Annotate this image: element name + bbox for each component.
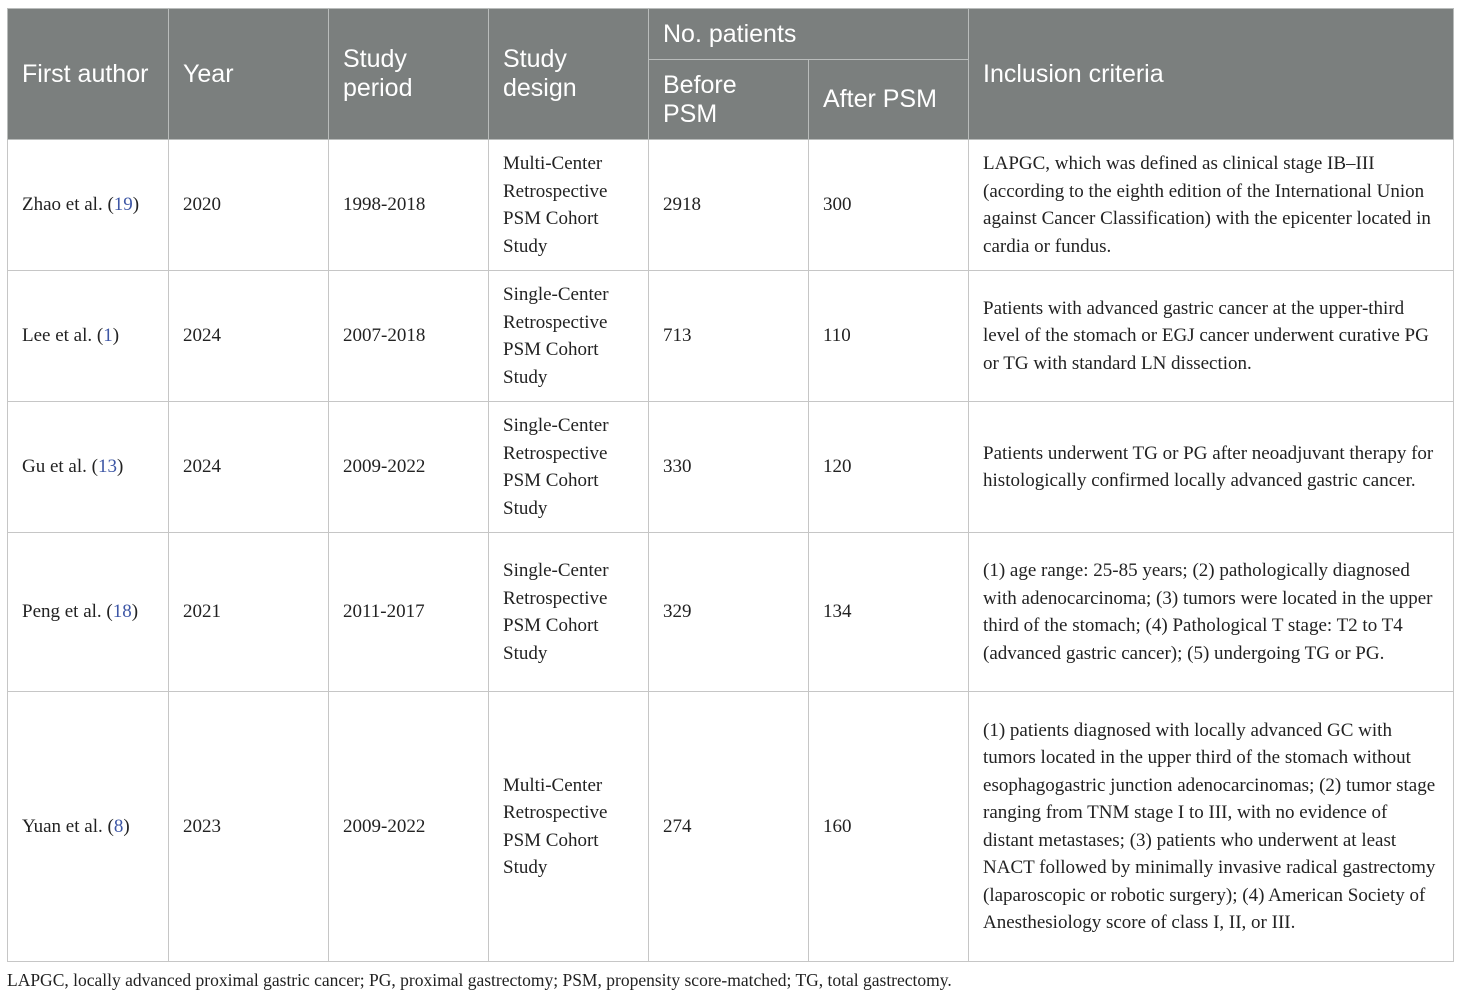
table-row — [8, 692, 1454, 962]
design-cell: Single-Center Retrospective PSM Cohort Study — [489, 271, 649, 402]
before-psm-cell: 713 — [649, 271, 809, 402]
header-year: Year — [169, 9, 329, 140]
reference-link[interactable]: 1 — [103, 325, 113, 347]
header-study-design: Study design — [489, 9, 649, 140]
author-cell: Zhao et al. (19) — [8, 140, 169, 271]
period-cell: 2007-2018 — [329, 271, 489, 402]
period-cell: 1998-2018 — [329, 140, 489, 271]
design-cell: Multi-Center Retrospective PSM Cohort Study — [489, 140, 649, 271]
header-after-psm: After PSM — [809, 60, 969, 140]
design-cell: Multi-Center Retrospective PSM Cohort Study — [489, 692, 649, 962]
header-row-1 — [8, 9, 1454, 60]
design-cell: Single-Center Retrospective PSM Cohort Study — [489, 533, 649, 692]
year-cell: 2024 — [169, 271, 329, 402]
header-no-patients: No. patients — [649, 9, 969, 60]
after-psm-cell: 134 — [809, 533, 969, 692]
period-cell: 2011-2017 — [329, 533, 489, 692]
criteria-cell: (1) age range: 25-85 years; (2) pathologically diagnosed with adenocarcinoma; (3) tumors were located in the upper third of the stomach; (4) Pathological T stage: T2 to T4 (advanced gastric cancer); (5) undergoing TG or PG. — [969, 533, 1454, 692]
year-cell: 2023 — [169, 692, 329, 962]
header-first-author: First author — [8, 9, 169, 140]
design-cell: Single-Center Retrospective PSM Cohort Study — [489, 402, 649, 533]
author-cell: Lee et al. (1) — [8, 271, 169, 402]
period-cell: 2009-2022 — [329, 692, 489, 962]
reference-link[interactable]: 13 — [97, 456, 117, 478]
criteria-cell: LAPGC, which was defined as clinical stage IB–III (according to the eighth edition of the International Union against Cancer Classification) with the epicenter located in cardia or fundus. — [969, 140, 1454, 271]
study-characteristics-table — [7, 8, 1454, 962]
table-row — [8, 140, 1454, 271]
year-cell: 2024 — [169, 402, 329, 533]
header-study-period: Study period — [329, 9, 489, 140]
after-psm-cell: 160 — [809, 692, 969, 962]
study-table-container — [7, 8, 1453, 962]
before-psm-cell: 274 — [649, 692, 809, 962]
before-psm-cell: 2918 — [649, 140, 809, 271]
reference-link[interactable]: 19 — [113, 194, 133, 216]
after-psm-cell: 300 — [809, 140, 969, 271]
author-cell: Gu et al. (13) — [8, 402, 169, 533]
table-row — [8, 533, 1454, 692]
header-inclusion-criteria: Inclusion criteria — [969, 9, 1454, 140]
reference-link[interactable]: 18 — [112, 601, 132, 623]
table-footnote: LAPGC, locally advanced proximal gastric cancer; PG, proximal gastrectomy; PSM, propensity score-matched; TG, total gastrectomy. — [7, 970, 952, 990]
period-cell: 2009-2022 — [329, 402, 489, 533]
header-before-psm: Before PSM — [649, 60, 809, 140]
criteria-cell: Patients with advanced gastric cancer at the upper-third level of the stomach or EGJ cancer underwent curative PG or TG with standard LN dissection. — [969, 271, 1454, 402]
before-psm-cell: 329 — [649, 533, 809, 692]
year-cell: 2020 — [169, 140, 329, 271]
reference-link[interactable]: 8 — [113, 815, 124, 837]
criteria-cell: Patients underwent TG or PG after neoadjuvant therapy for histologically confirmed locally advanced gastric cancer. — [969, 402, 1454, 533]
year-cell: 2021 — [169, 533, 329, 692]
author-cell: Yuan et al. (8) — [8, 692, 169, 962]
criteria-cell: (1) patients diagnosed with locally advanced GC with tumors located in the upper third of the stomach without esophagogastric junction adenocarcinomas; (2) tumor stage ranging from TNM stage I to III, with no evidence of distant metastases; (3) patients who underwent at least NACT followed by minimally invasive radical gastrectomy (laparoscopic or robotic surgery); (4) American Society of Anesthesiology score of class I, II, or III. — [969, 692, 1454, 962]
after-psm-cell: 120 — [809, 402, 969, 533]
table-row — [8, 271, 1454, 402]
after-psm-cell: 110 — [809, 271, 969, 402]
before-psm-cell: 330 — [649, 402, 809, 533]
author-cell: Peng et al. (18) — [8, 533, 169, 692]
table-row — [8, 402, 1454, 533]
